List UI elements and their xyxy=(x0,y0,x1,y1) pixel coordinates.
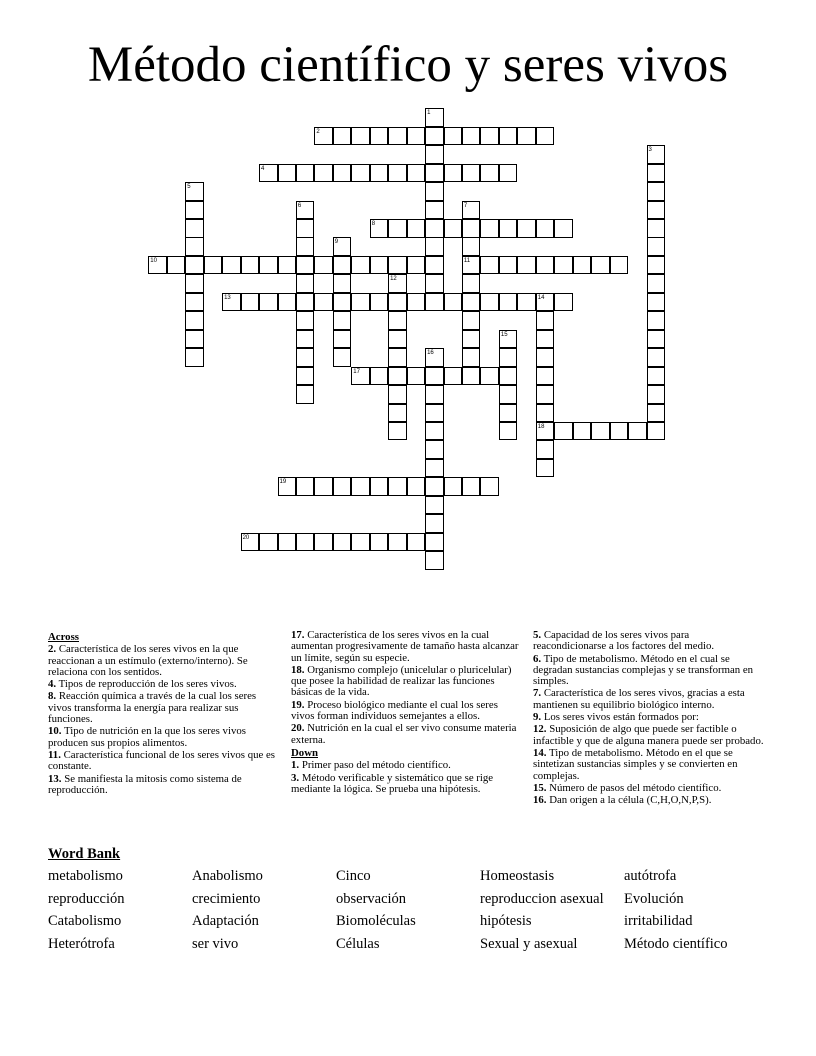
crossword-cell[interactable] xyxy=(647,422,666,441)
crossword-cell[interactable] xyxy=(296,385,315,404)
word-bank-item: autótrofa xyxy=(624,868,677,884)
crossword-cell[interactable] xyxy=(536,367,555,386)
crossword-cell[interactable] xyxy=(425,533,444,552)
crossword-cell[interactable] xyxy=(480,256,499,275)
cell-number: 20 xyxy=(242,534,250,541)
cell-number: 8 xyxy=(371,221,376,227)
crossword-cell[interactable] xyxy=(647,219,666,238)
crossword-cell[interactable] xyxy=(296,477,315,496)
cell-number: 19 xyxy=(279,479,287,486)
crossword-cell[interactable] xyxy=(185,311,204,330)
crossword-cell[interactable] xyxy=(425,237,444,256)
crossword-cell[interactable] xyxy=(462,348,481,367)
cell-number: 5 xyxy=(187,184,191,191)
word-bank-item: irritabilidad xyxy=(624,913,693,929)
clue-across-18: 18. Organismo complejo (unicelular o pluricelular) que posee la habilidad de realizar las funciones básicas de la vida. xyxy=(291,663,512,699)
cell-number: 10 xyxy=(150,257,157,264)
crossword-cell[interactable] xyxy=(407,256,426,275)
crossword-cell[interactable] xyxy=(185,293,204,312)
crossword-cell[interactable] xyxy=(462,274,481,293)
crossword-cell[interactable] xyxy=(185,274,204,293)
crossword-cell[interactable] xyxy=(499,367,518,386)
crossword-cell[interactable] xyxy=(351,533,370,552)
crossword-cell[interactable] xyxy=(407,219,426,238)
crossword-cell[interactable] xyxy=(388,293,407,312)
crossword-cell[interactable] xyxy=(370,367,389,386)
crossword-cell[interactable] xyxy=(425,145,444,164)
clue-down-6: 6. Tipo de metabolismo. Método en el cual se degradan sustancias complejas y se transforman en simples. xyxy=(533,652,754,688)
crossword-cell[interactable] xyxy=(185,256,204,275)
crossword-cell[interactable] xyxy=(462,164,481,183)
crossword-cell[interactable] xyxy=(444,477,463,496)
crossword-cell[interactable] xyxy=(333,533,352,552)
word-bank-item: reproduccion asexual xyxy=(480,891,604,907)
word-bank-item: Heterótrofa xyxy=(48,936,115,952)
clue-across-13: 13. Se manifiesta la mitosis como sistema de reproducción. xyxy=(48,772,242,796)
crossword-cell[interactable] xyxy=(333,127,352,146)
crossword-cell[interactable] xyxy=(351,164,370,183)
crossword-cell[interactable] xyxy=(241,256,260,275)
crossword-cell[interactable] xyxy=(259,293,278,312)
crossword-cell[interactable] xyxy=(314,256,333,275)
cell-number: 16 xyxy=(427,350,434,357)
crossword-cell[interactable] xyxy=(296,311,315,330)
crossword-cell[interactable] xyxy=(333,256,352,275)
crossword-cell[interactable] xyxy=(425,367,444,386)
word-bank-title: Word Bank xyxy=(48,846,121,862)
clue-across-11: 11. Característica funcional de los seres vivos que es constante. xyxy=(48,748,275,773)
crossword-cell[interactable] xyxy=(425,182,444,201)
crossword-cell[interactable] xyxy=(536,385,555,404)
crossword-cell[interactable] xyxy=(296,533,315,552)
crossword-cell[interactable] xyxy=(480,477,499,496)
crossword-cell[interactable] xyxy=(536,440,555,459)
crossword-cell[interactable] xyxy=(480,127,499,146)
crossword-cell[interactable] xyxy=(647,311,666,330)
crossword-cell[interactable] xyxy=(314,293,333,312)
crossword-cell[interactable] xyxy=(314,533,333,552)
crossword-cell[interactable] xyxy=(314,164,333,183)
cell-number: 11 xyxy=(463,257,471,264)
crossword-cell[interactable] xyxy=(296,274,315,293)
crossword-cell[interactable] xyxy=(480,164,499,183)
word-bank-item: Catabolismo xyxy=(48,913,122,929)
crossword-cell[interactable] xyxy=(351,477,370,496)
word-bank-item: crecimiento xyxy=(192,891,261,907)
crossword-cell[interactable] xyxy=(499,385,518,404)
down-heading: Down xyxy=(291,746,318,759)
crossword-cell[interactable] xyxy=(517,256,536,275)
crossword-cell[interactable] xyxy=(333,330,352,349)
clue-across-19: 19. Proceso biológico mediante el cual los seres vivos forman individuos semejantes a ellos. xyxy=(291,698,498,723)
crossword-cell[interactable] xyxy=(351,127,370,146)
crossword-cell[interactable] xyxy=(554,219,573,238)
crossword-cell[interactable] xyxy=(499,127,518,146)
crossword-cell[interactable] xyxy=(647,367,666,386)
clues-column-2 xyxy=(291,630,522,796)
crossword-cell[interactable] xyxy=(278,533,297,552)
cell-number: 1 xyxy=(427,110,431,117)
word-bank-item: Método científico xyxy=(624,936,728,952)
word-bank-item: Homeostasis xyxy=(480,868,555,884)
clue-down-3: 3. Método verificable y sistemático que se rige mediante la lógica. Se prueba una hipótesis. xyxy=(291,771,494,795)
word-bank-item: Evolución xyxy=(624,891,684,907)
crossword-cell[interactable] xyxy=(204,256,223,275)
crossword-cell[interactable] xyxy=(278,293,297,312)
crossword-cell[interactable] xyxy=(591,256,610,275)
crossword-cell[interactable] xyxy=(499,293,518,312)
cell-number: 15 xyxy=(500,331,508,338)
crossword-cell[interactable] xyxy=(296,330,315,349)
crossword-cell[interactable] xyxy=(536,127,555,146)
cell-number: 17 xyxy=(353,368,360,375)
page-title: Método científico y seres vivos xyxy=(87,37,729,93)
crossword-cell[interactable] xyxy=(499,422,518,441)
crossword-cell[interactable] xyxy=(425,404,444,423)
crossword-cell[interactable] xyxy=(407,533,426,552)
crossword-cell[interactable] xyxy=(388,164,407,183)
crossword-cell[interactable] xyxy=(647,237,666,256)
word-bank-item: Sexual y asexual xyxy=(480,936,578,952)
word-bank-item: Células xyxy=(336,936,380,952)
word-bank-item: metabolismo xyxy=(48,868,123,884)
crossword-cell[interactable] xyxy=(407,127,426,146)
crossword-cell[interactable] xyxy=(462,127,481,146)
crossword-cell[interactable] xyxy=(480,219,499,238)
crossword-cell[interactable] xyxy=(425,514,444,533)
crossword-cell[interactable] xyxy=(185,348,204,367)
word-bank-item: Anabolismo xyxy=(192,868,263,884)
crossword-cell[interactable] xyxy=(388,385,407,404)
crossword-cell[interactable] xyxy=(647,182,666,201)
crossword-cell[interactable] xyxy=(425,219,444,238)
cell-number: 12 xyxy=(390,276,397,283)
crossword-cell[interactable] xyxy=(647,348,666,367)
crossword-cell[interactable] xyxy=(517,293,536,312)
crossword-cell[interactable] xyxy=(536,256,555,275)
clue-across-20: 20. Nutrición en la cual el ser vivo consume materia externa. xyxy=(291,722,517,746)
word-bank-item: reproducción xyxy=(48,891,125,907)
crossword-cell[interactable] xyxy=(628,422,647,441)
crossword-cell[interactable] xyxy=(647,385,666,404)
crossword-cell[interactable] xyxy=(296,293,315,312)
crossword-cell[interactable] xyxy=(333,274,352,293)
crossword-cell[interactable] xyxy=(499,219,518,238)
cell-number: 13 xyxy=(224,294,231,301)
clue-down-5: 5. Capacidad de los seres vivos para reacondicionarse a los factores del medio. xyxy=(533,629,715,653)
crossword-cell[interactable] xyxy=(296,348,315,367)
crossword-cell[interactable] xyxy=(610,422,629,441)
word-bank-item: Cinco xyxy=(336,868,371,884)
cell-number: 14 xyxy=(537,294,545,301)
crossword-cell[interactable] xyxy=(296,237,315,256)
crossword-cell[interactable] xyxy=(536,311,555,330)
crossword-cell[interactable] xyxy=(388,367,407,386)
crossword-cell[interactable] xyxy=(499,256,518,275)
crossword-cell[interactable] xyxy=(480,293,499,312)
crossword-cell[interactable] xyxy=(554,422,573,441)
crossword-cell[interactable] xyxy=(296,164,315,183)
clue-across-4: 4. Tipos de reproducción de los seres vivos. xyxy=(48,678,237,691)
crossword-cell[interactable] xyxy=(296,219,315,238)
crossword-cell[interactable] xyxy=(314,477,333,496)
crossword-cell[interactable] xyxy=(259,533,278,552)
crossword-cell[interactable] xyxy=(388,477,407,496)
crossword-cell[interactable] xyxy=(222,256,241,275)
crossword-cell[interactable] xyxy=(425,440,444,459)
crossword-cell[interactable] xyxy=(388,219,407,238)
crossword-cell[interactable] xyxy=(444,367,463,386)
crossword-cell[interactable] xyxy=(536,404,555,423)
cell-number: 9 xyxy=(334,239,339,246)
crossword-cell[interactable] xyxy=(370,477,389,496)
crossword-cell[interactable] xyxy=(370,256,389,275)
crossword-cell[interactable] xyxy=(370,293,389,312)
word-bank-item: Biomoléculas xyxy=(336,913,416,929)
crossword-cell[interactable] xyxy=(425,477,444,496)
crossword-cell[interactable] xyxy=(647,404,666,423)
crossword-cell[interactable] xyxy=(388,127,407,146)
crossword-cell[interactable] xyxy=(462,477,481,496)
clue-across-2: 2. Característica de los seres vivos en la que reaccionan a un estímulo (externo/interno). Se relaciona con los sentidos. xyxy=(48,643,248,678)
crossword-cell[interactable] xyxy=(370,164,389,183)
cell-number: 18 xyxy=(537,423,545,430)
crossword-cell[interactable] xyxy=(517,219,536,238)
crossword-cell[interactable] xyxy=(499,404,518,423)
crossword-cell[interactable] xyxy=(536,330,555,349)
clue-across-17: 17. Característica de los seres vivos en la cual aumentan progresivamente de tamaño hasta alcanzar un límite, según su especie. xyxy=(291,629,519,664)
cell-number: 7 xyxy=(463,202,468,209)
clue-down-15: 15. Número de pasos del método científico. xyxy=(533,781,722,794)
crossword-cell[interactable] xyxy=(425,256,444,275)
crossword-cell[interactable] xyxy=(444,164,463,183)
crossword-cell[interactable] xyxy=(241,293,260,312)
crossword-cell[interactable] xyxy=(167,256,186,275)
crossword-cell[interactable] xyxy=(388,404,407,423)
crossword-cell[interactable] xyxy=(554,293,573,312)
clue-down-9: 9. Los seres vivos están formados por: xyxy=(533,711,699,724)
crossword-cell[interactable] xyxy=(185,330,204,349)
clue-down-1: 1. Primer paso del método científico. xyxy=(291,759,451,772)
crossword-cell[interactable] xyxy=(517,127,536,146)
crossword-cell[interactable] xyxy=(462,367,481,386)
crossword-cell[interactable] xyxy=(425,127,444,146)
crossword-cell[interactable] xyxy=(351,256,370,275)
clue-down-14: 14. Tipo de metabolismo. Método en el que se sintetizan sustancias simples y se convierten en complejas. xyxy=(533,746,738,782)
crossword-cell[interactable] xyxy=(499,164,518,183)
crossword-cell[interactable] xyxy=(647,201,666,220)
clues-column-3 xyxy=(533,630,765,807)
crossword-cell[interactable] xyxy=(425,551,444,570)
crossword-cell[interactable] xyxy=(185,237,204,256)
crossword-cell[interactable] xyxy=(425,274,444,293)
crossword-cell[interactable] xyxy=(388,256,407,275)
cell-number: 3 xyxy=(648,147,652,154)
crossword-cell[interactable] xyxy=(425,459,444,478)
crossword-cell[interactable] xyxy=(536,219,555,238)
crossword-cell[interactable] xyxy=(278,164,297,183)
crossword-cell[interactable] xyxy=(462,219,481,238)
crossword-cell[interactable] xyxy=(647,256,666,275)
across-heading: Across xyxy=(48,631,79,643)
crossword-cell[interactable] xyxy=(333,164,352,183)
crossword-cell[interactable] xyxy=(296,256,315,275)
crossword-cell[interactable] xyxy=(370,533,389,552)
crossword-cell[interactable] xyxy=(444,293,463,312)
crossword-cell[interactable] xyxy=(444,219,463,238)
crossword-cell[interactable] xyxy=(333,293,352,312)
crossword-cell[interactable] xyxy=(444,127,463,146)
crossword-cell[interactable] xyxy=(425,293,444,312)
word-bank-item: ser vivo xyxy=(192,936,239,952)
crossword-cell[interactable] xyxy=(554,256,573,275)
crossword-cell[interactable] xyxy=(573,256,592,275)
clue-across-8: 8. Reacción química a través de la cual los seres vivos transforma la energía para realizar sus funciones. xyxy=(48,690,257,726)
crossword-cell[interactable] xyxy=(388,348,407,367)
crossword-cell[interactable] xyxy=(407,293,426,312)
crossword-cell[interactable] xyxy=(278,256,297,275)
crossword-cell[interactable] xyxy=(462,237,481,256)
crossword-cell[interactable] xyxy=(185,201,204,220)
cell-number: 2 xyxy=(316,128,320,135)
crossword-cell[interactable] xyxy=(185,219,204,238)
clue-down-12: 12. Suposición de algo que puede ser factible o infactible y que de alguna manera puede ser probado. xyxy=(533,723,764,747)
crossword-cell[interactable] xyxy=(536,459,555,478)
crossword-cell[interactable] xyxy=(407,164,426,183)
word-bank-item: Adaptación xyxy=(192,913,259,929)
crossword-cell[interactable] xyxy=(462,293,481,312)
crossword-cell[interactable] xyxy=(591,422,610,441)
word-bank-item: observación xyxy=(336,891,407,907)
crossword-cell[interactable] xyxy=(296,367,315,386)
crossword-cell[interactable] xyxy=(259,256,278,275)
crossword-cell[interactable] xyxy=(647,274,666,293)
crossword-cell[interactable] xyxy=(425,164,444,183)
cell-number: 6 xyxy=(297,202,302,209)
crossword-cell[interactable] xyxy=(647,164,666,183)
crossword-cell[interactable] xyxy=(351,293,370,312)
word-bank-item: hipótesis xyxy=(480,913,532,929)
crossword-cell[interactable] xyxy=(370,127,389,146)
crossword-cell[interactable] xyxy=(647,293,666,312)
crossword-cell[interactable] xyxy=(425,385,444,404)
clue-down-7: 7. Característica de los seres vivos, gracias a esta mantienen su equilibrio biológico interno. xyxy=(533,687,745,711)
crossword-cell[interactable] xyxy=(610,256,629,275)
crossword-cell[interactable] xyxy=(407,367,426,386)
crossword-cell[interactable] xyxy=(647,330,666,349)
crossword-cell[interactable] xyxy=(388,533,407,552)
crossword-cell[interactable] xyxy=(499,348,518,367)
crossword-cell[interactable] xyxy=(462,330,481,349)
clue-down-16: 16. Dan origen a la célula (C,H,O,N,P,S). xyxy=(533,794,712,807)
crossword-cell[interactable] xyxy=(388,330,407,349)
crossword-cell[interactable] xyxy=(425,496,444,515)
clues-column-1 xyxy=(48,630,278,797)
clue-across-10: 10. Tipo de nutrición en la que los seres vivos producen sus propios alimentos. xyxy=(48,725,246,749)
crossword-cell[interactable] xyxy=(573,422,592,441)
crossword-cell[interactable] xyxy=(388,422,407,441)
crossword-cell[interactable] xyxy=(333,311,352,330)
crossword-cell[interactable] xyxy=(407,477,426,496)
cell-number: 4 xyxy=(261,165,265,172)
crossword-cell[interactable] xyxy=(536,348,555,367)
crossword-cell[interactable] xyxy=(462,311,481,330)
crossword-cell[interactable] xyxy=(388,311,407,330)
crossword-cell[interactable] xyxy=(480,367,499,386)
crossword-cell[interactable] xyxy=(333,348,352,367)
crossword-cell[interactable] xyxy=(425,422,444,441)
crossword-cell[interactable] xyxy=(333,477,352,496)
crossword-cell[interactable] xyxy=(425,201,444,220)
